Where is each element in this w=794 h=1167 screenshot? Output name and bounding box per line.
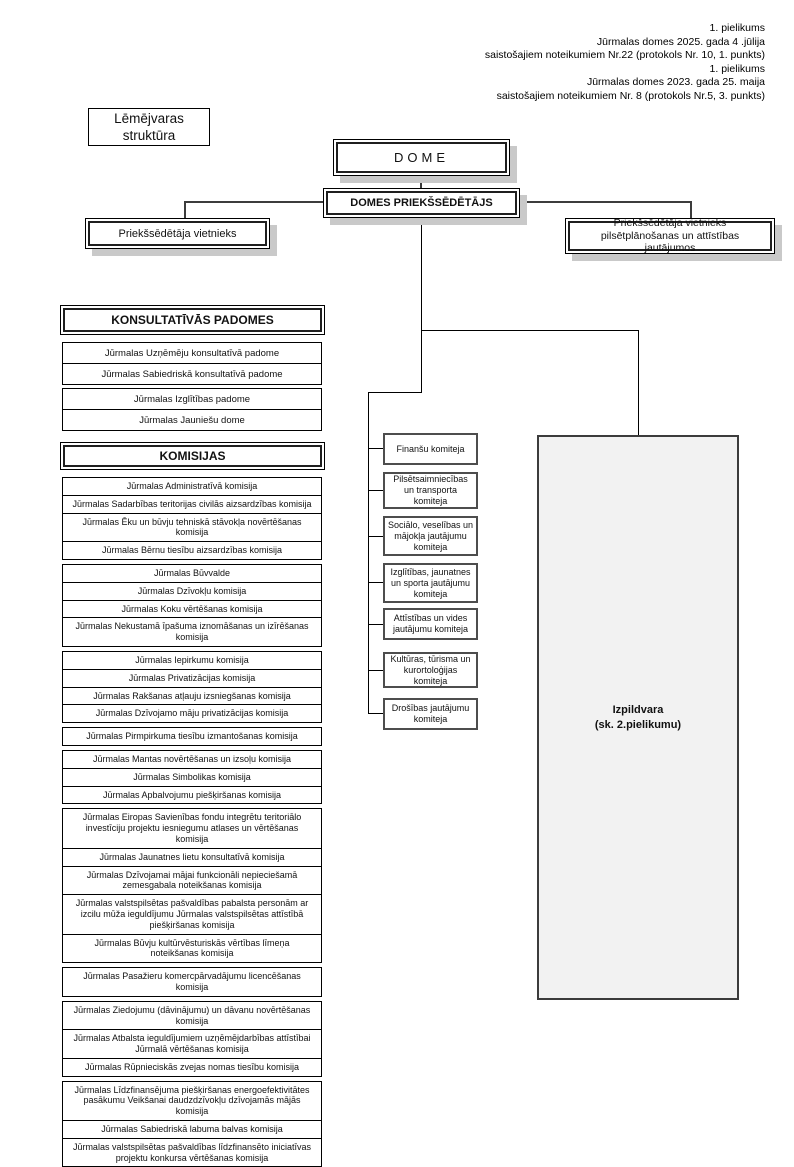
connector-line — [421, 330, 638, 331]
diagram-title — [88, 108, 210, 146]
commission-item: Jūrmalas Rūpnieciskās zvejas nomas tiesību komisija — [62, 1058, 322, 1077]
advisory-list — [62, 343, 322, 431]
commissions-list — [62, 478, 322, 1167]
committee-node: Drošības jautājumu komiteja — [383, 698, 478, 730]
committee-node: Sociālo, veselības un mājokļa jautājumu komiteja — [383, 516, 478, 556]
commission-item: Jūrmalas Rakšanas atļauju izsniegšanas komisija — [62, 687, 322, 706]
node-deputy-right-label: Priekšsēdētāja vietnieks pilsētplānošanas un attīstības jautājumos — [568, 221, 772, 251]
connector-line — [368, 670, 383, 671]
commissions-section-header — [60, 442, 325, 470]
commission-item: Jūrmalas Apbalvojumu piešķiršanas komisija — [62, 786, 322, 805]
legal-annotation — [345, 22, 765, 103]
committee-node: Pilsētsaimniecības un transporta komiteja — [383, 472, 478, 509]
committee-node: Kultūras, tūrisma un kurortoloģijas komiteja — [383, 652, 478, 688]
commission-item: Jūrmalas Sadarbības teritorijas civilās aizsardzības komisija — [62, 495, 322, 514]
connector-line — [368, 582, 383, 583]
commission-item: Jūrmalas Administratīvā komisija — [62, 477, 322, 496]
commission-item: Jūrmalas Ēku un būvju tehniskā stāvokļa novērtēšanas komisija — [62, 513, 322, 543]
connector-line — [368, 448, 383, 449]
commission-item: Jūrmalas Jaunatnes lietu konsultatīvā komisija — [62, 848, 322, 867]
node-chairman-label: DOMES PRIEKŠSĒDĒTĀJS — [326, 191, 517, 215]
commission-item: Jūrmalas Mantas novērtēšanas un izsoļu komisija — [62, 750, 322, 769]
connector-line — [420, 176, 422, 188]
advisory-item: Jūrmalas Izglītības padome — [62, 388, 322, 410]
node-dome-label: DOME — [336, 142, 507, 173]
commission-item: Jūrmalas Pirmpirkuma tiesību izmantošanas komisija — [62, 727, 322, 746]
committee-node: Izglītības, jaunatnes un sporta jautājumu komiteja — [383, 563, 478, 603]
commission-item: Jūrmalas Koku vērtēšanas komisija — [62, 600, 322, 619]
commission-item: Jūrmalas Dzīvokļu komisija — [62, 582, 322, 601]
connector-line — [368, 392, 422, 393]
node-chairman — [323, 188, 520, 218]
commission-item: Jūrmalas Atbalsta ieguldījumiem uzņēmējdarbības attīstībai Jūrmalā vērtēšanas komisija — [62, 1029, 322, 1059]
commission-item: Jūrmalas Ziedojumu (dāvinājumu) un dāvanu novērtēšanas komisija — [62, 1001, 322, 1031]
annotation-line: 1. pielikums — [709, 22, 765, 34]
node-executive-line1: Izpildvara — [612, 703, 664, 716]
commission-item: Jūrmalas Eiropas Savienības fondu integrētu teritoriālo investīciju projektu iesniegumu atlases un vērtēšanas komisija — [62, 808, 322, 848]
annotation-line: 1. pielikums — [709, 62, 765, 75]
connector-line — [368, 490, 383, 491]
connector-line — [368, 392, 369, 714]
node-dome — [333, 139, 510, 176]
commissions-section-title: KOMISIJAS — [63, 445, 322, 467]
node-deputy-right — [565, 218, 775, 254]
annotation-line: saistošajiem noteikumiem Nr. 8 (protokols Nr.5, 3. punkts) — [496, 89, 765, 102]
node-deputy-left — [85, 218, 270, 249]
advisory-section-title: KONSULTATĪVĀS PADOMES — [63, 308, 322, 332]
diagram-title-label: Lēmējvaras struktūra — [114, 111, 184, 143]
commission-item: Jūrmalas Pasažieru komercpārvadājumu licencēšanas komisija — [62, 967, 322, 997]
annotation-line: saistošajiem noteikumiem Nr.22 (protokols Nr. 10, 1. punkts) — [484, 49, 765, 61]
advisory-section-header — [60, 305, 325, 335]
connector-line — [368, 536, 383, 537]
connector-line — [520, 201, 692, 203]
node-executive-line2: (sk. 2.pielikumu) — [594, 718, 682, 731]
advisory-item: Jūrmalas Jauniešu dome — [62, 409, 322, 431]
commission-item: Jūrmalas Nekustamā īpašuma iznomāšanas un izīrēšanas komisija — [62, 617, 322, 647]
commission-item: Jūrmalas Būvvalde — [62, 564, 322, 583]
commission-item: Jūrmalas Sabiedriskā labuma balvas komisija — [62, 1120, 322, 1139]
connector-line — [421, 217, 422, 392]
commission-item: Jūrmalas Līdzfinansējuma piešķiršanas energoefektivitātes pasākumu Veikšanai daudzdzīvokļu dzīvojamās mājās komisija — [62, 1081, 322, 1121]
committee-node: Attīstības un vides jautājumu komiteja — [383, 608, 478, 640]
node-executive — [537, 435, 739, 1000]
commission-item: Jūrmalas valstspilsētas pašvaldības līdzfinansēto iniciatīvas projektu konkursa vērtēšanas komisija — [62, 1138, 322, 1167]
commission-item: Jūrmalas Simbolikas komisija — [62, 768, 322, 787]
commission-item: Jūrmalas Dzīvojamai mājai funkcionāli nepieciešamā zemesgabala noteikšanas komisija — [62, 866, 322, 896]
advisory-item: Jūrmalas Sabiedriskā konsultatīvā padome — [62, 363, 322, 385]
connector-line — [690, 201, 692, 218]
connector-line — [184, 201, 323, 203]
annotation-line: Jūrmalas domes 2025. gada 4 .jūlija — [596, 35, 765, 48]
node-deputy-left-label: Priekšsēdētāja vietnieks — [88, 221, 267, 246]
advisory-item: Jūrmalas Uzņēmēju konsultatīvā padome — [62, 342, 322, 364]
commission-item: Jūrmalas Būvju kultūrvēsturiskās vērtības līmeņa noteikšanas komisija — [62, 934, 322, 964]
connector-line — [368, 624, 383, 625]
connector-line — [368, 713, 383, 714]
commission-item: Jūrmalas Privatizācijas komisija — [62, 669, 322, 688]
commission-item: Jūrmalas Bērnu tiesību aizsardzības komisija — [62, 541, 322, 560]
committee-node: Finanšu komiteja — [383, 433, 478, 465]
commission-item: Jūrmalas Dzīvojamo māju privatizācijas komisija — [62, 704, 322, 723]
annotation-line: Jūrmalas domes 2023. gada 25. maija — [586, 76, 765, 88]
commission-item: Jūrmalas valstspilsētas pašvaldības pabalsta personām ar izcilu mūža ieguldījumu Jūrmalas valstspilsētas attīstībā piešķiršanas komisija — [62, 894, 322, 934]
commission-item: Jūrmalas Iepirkumu komisija — [62, 651, 322, 670]
connector-line — [638, 330, 639, 435]
connector-line — [184, 201, 186, 218]
